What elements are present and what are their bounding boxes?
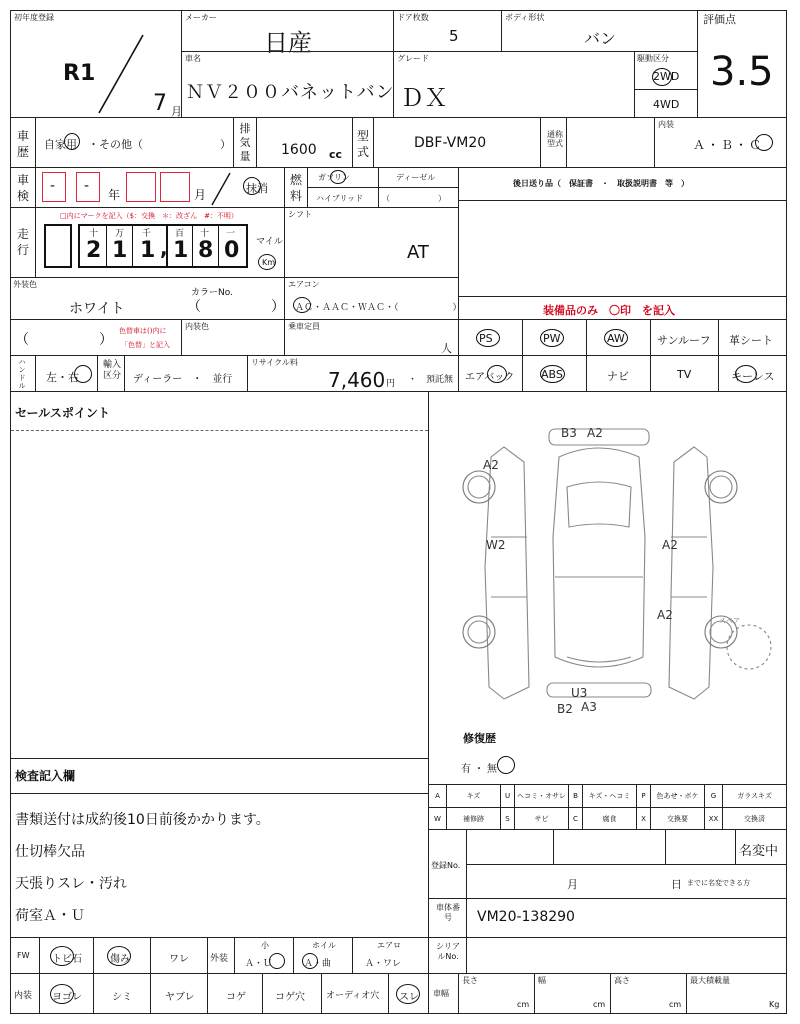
aw-circle (604, 329, 628, 347)
interior-row-label-cell (10, 973, 40, 1014)
chassis-cell (466, 898, 787, 938)
import-label-cell (97, 355, 125, 392)
mileage-unit-juu: 十 (200, 229, 210, 239)
grade-value: ＤＸ (400, 84, 448, 112)
legend-text: ガラスキズ (737, 792, 772, 800)
car-diagram-box (428, 391, 787, 785)
model-type-label-cell (352, 117, 374, 168)
fuel-gasoline: ガソリン (318, 173, 350, 182)
damage-code: A2 (662, 538, 678, 552)
legend-text: 補修跡 (447, 808, 501, 830)
km-circle (258, 254, 276, 270)
exterior-small-label: 小 (261, 941, 269, 950)
ps-circle (476, 329, 500, 347)
wheel-label: ホイル (312, 941, 336, 950)
size-width (534, 973, 611, 1014)
shift-label: シフト (288, 210, 312, 219)
mileage-digit: 1 (173, 238, 189, 263)
recycle-deposit: ・ 預託無 (408, 375, 454, 385)
interior-tear-label: ヤブレ (165, 992, 195, 1003)
doors-label: ドア枚数 (397, 13, 429, 22)
interior-tear (150, 973, 208, 1014)
size-length-label: 長さ (462, 976, 478, 985)
pw-circle (540, 329, 564, 347)
interior-color-paren: （ ） (15, 332, 113, 348)
drive-2wd: 2WD (653, 70, 680, 83)
mileage-unit-10man: 十 (89, 229, 99, 239)
damage-code: A2 (483, 458, 499, 472)
size-label-cell (428, 973, 459, 1014)
inspector-note-line: 天張りスレ・汚れ (15, 876, 127, 892)
car-name-label: 車名 (185, 54, 201, 63)
later-items-cell (458, 167, 787, 297)
mileage-digit: 0 (224, 238, 240, 263)
fuel-diesel: ディーゼル (396, 173, 436, 182)
legend-code: W (429, 808, 447, 830)
handle-value: 左・右 (46, 371, 79, 384)
import-label: 輸入区分 (102, 360, 121, 381)
fw-crack-label: ワレ (169, 954, 189, 965)
mileage-note: □内にマークを記入（$：交換 ＊：改ざん #：不明） (60, 212, 238, 220)
equip-sunroof-label: サンルーフ (657, 334, 711, 347)
damage-code: B2 (557, 702, 573, 716)
shift-value: AT (407, 242, 429, 263)
inspection-year-unit: 年 (108, 188, 121, 202)
aero-label: エアロ (377, 941, 401, 950)
private-use-circle (64, 133, 80, 150)
inspector-note-line: 書類送付は成約後10日前後かかります。 (15, 812, 270, 828)
exterior-color-value: ホワイト (69, 301, 125, 317)
equip-navi-label: ナビ (607, 370, 629, 383)
interior-color-label: 内装色 (185, 322, 209, 331)
car-name-cell (181, 51, 394, 118)
scuff-circle (396, 984, 420, 1004)
interior-burn-label: コゲ (226, 992, 246, 1003)
equip-leather (718, 319, 787, 356)
color-no-paren: （ ） (187, 299, 285, 315)
mileage-label: 走行 (16, 227, 29, 257)
inspection-label-cell (10, 167, 36, 208)
recycle-label: リサイクル料 (251, 358, 298, 367)
inspector-note-line: 仕切棒欠品 (15, 844, 85, 860)
shift-cell (284, 207, 459, 278)
chassis-value: VM20-138290 (477, 909, 575, 925)
doors-value: 5 (449, 27, 459, 45)
reg-no-deadline: までに名変できる方 (687, 879, 750, 887)
chassis-label-cell (428, 898, 467, 938)
handle-cell (35, 355, 98, 392)
keyless-circle (735, 365, 757, 383)
displacement-label-cell (233, 117, 257, 168)
cancelled-circle (243, 177, 261, 195)
equip-title: 装備品のみ 〇印 を記入 (543, 304, 675, 317)
interior-audio-hole-label: オーディオ穴 (326, 991, 380, 1001)
car-name-value: ＮＶ２００バネットバン (186, 82, 395, 103)
size-height-unit: cm (669, 1000, 682, 1009)
equip-ps-label: PS (479, 332, 493, 345)
fuel-hybrid: ハイブリッド (316, 194, 364, 203)
ac-circle (293, 297, 311, 313)
aero-cell (352, 937, 429, 974)
first-registration-month-unit: 月 (171, 105, 182, 118)
legend-text: キズ・ヘコミ (583, 785, 637, 807)
import-value: ディーラー ・ 並行 (133, 374, 233, 385)
size-length (458, 973, 535, 1014)
equip-leather-label: 革シート (729, 334, 773, 347)
fw-chip-label: トビ石 (52, 954, 82, 965)
exterior-small-cell (234, 937, 294, 974)
inspection-month-unit: 月 (194, 188, 207, 202)
capacity-label: 乗車定員 (288, 322, 320, 331)
inspector-note-line: 荷室Ａ・Ｕ (15, 908, 85, 924)
damage-legend (428, 784, 787, 830)
interior-audio-hole (321, 973, 389, 1014)
right-hand-circle (74, 365, 92, 383)
import-cell (124, 355, 248, 392)
max-load-label: 最大積載量 (690, 976, 730, 985)
exterior-color-cell (10, 277, 285, 320)
body-type-cell (501, 10, 698, 52)
size-length-unit: cm (517, 1000, 530, 1009)
interior-grade-label: 内装 (658, 120, 674, 129)
damage-circle (107, 946, 131, 966)
mileage-km: Km (262, 258, 276, 267)
equip-sunroof (650, 319, 719, 356)
capacity-unit: 人 (441, 342, 452, 355)
legend-text: 交換要 (651, 808, 705, 830)
legend-code: G (705, 785, 723, 807)
equip-abs (522, 355, 587, 392)
color-change-note1: 色替車は()内に (119, 327, 167, 335)
sales-point-label: セールスポイント (15, 406, 110, 420)
fuel-cell (307, 167, 459, 208)
name-change-pending: 名変中 (739, 844, 779, 859)
reg-no-month: 月 (567, 878, 578, 891)
color-no-label: カラーNo. (191, 288, 233, 298)
exterior-color-label: 外装色 (13, 280, 37, 289)
equip-airbag (458, 355, 523, 392)
interior-burn (207, 973, 263, 1014)
inspection-slash (206, 170, 236, 208)
aero-value: Ａ・ワレ (365, 959, 402, 969)
fw-chip (39, 937, 94, 974)
grade-cell (393, 51, 635, 118)
interior-stain (93, 973, 151, 1014)
recycle-cell (247, 355, 459, 392)
mileage-unit-hyaku: 百 (175, 229, 185, 239)
inspection-label: 車検 (16, 173, 29, 203)
wheel-cell (293, 937, 353, 974)
reg-no-day: 日 (671, 878, 682, 891)
inspector-notes-label: 検査記入欄 (15, 769, 76, 783)
maker-value: 日産 (264, 29, 312, 57)
legend-text: 色あせ・ボケ (651, 785, 705, 807)
legend-text: キズ (447, 785, 501, 807)
inspection-box-4 (160, 172, 190, 202)
interior-grade-cell (654, 117, 787, 168)
fw-label: FW (17, 951, 30, 960)
inspection-dash-2: - (84, 178, 90, 194)
body-type-value: バン (584, 29, 617, 48)
mileage-cell (35, 207, 285, 278)
model-type-cell (373, 117, 541, 168)
fuel-label-cell (284, 167, 308, 208)
body-type-label: ボディ形状 (505, 13, 545, 22)
size-height (610, 973, 687, 1014)
abs-circle (540, 365, 565, 383)
interior-dirt-label: ヨゴレ (52, 992, 82, 1003)
interior-grade-options: Ａ・Ｂ・Ｃ (693, 138, 764, 152)
interior-burn-hole (262, 973, 322, 1014)
legend-row (429, 808, 786, 830)
aircon-value: ＡＣ・ＡＡＣ・ＷＡＣ・（ ） (295, 303, 462, 313)
interior-row-label: 内装 (14, 991, 33, 1001)
inspection-cell (35, 167, 285, 208)
mileage-digit: 1 (112, 238, 128, 263)
inspection-dash-1: - (50, 178, 56, 194)
equip-tv (650, 355, 719, 392)
exterior-small-value: Ａ・Ｕ (245, 959, 273, 969)
equip-tv-label: TV (677, 368, 692, 381)
history-cell (35, 117, 234, 168)
damage-code: W2 (486, 538, 506, 552)
legend-text: 交換済 (744, 815, 765, 823)
displacement-unit: cc (329, 148, 343, 161)
dirt-circle (50, 984, 74, 1004)
mileage-digit: 8 (198, 238, 214, 263)
common-type-cell (566, 117, 655, 168)
interior-stain-label: シミ (112, 992, 132, 1003)
legend-text: ヘコミ・オサレ (515, 785, 569, 807)
reg-no-label: 登録No. (431, 861, 461, 870)
maker-cell (181, 10, 394, 57)
displacement-cell (256, 117, 353, 168)
equip-ps (458, 319, 523, 356)
displacement-label: 排気量 (239, 122, 251, 163)
slash-divider (91, 31, 151, 116)
maker-label: メーカー (185, 13, 217, 22)
aircon-cell (284, 277, 462, 320)
inspector-notes-box (10, 758, 429, 938)
serial-label-cell (428, 937, 467, 974)
mileage-unit-sen: 千 (142, 229, 152, 239)
serial-label: シリアルNo. (436, 942, 460, 961)
common-type-label-cell (540, 117, 567, 168)
handle-label: ハンドル (18, 358, 26, 390)
sales-point-box (10, 391, 429, 759)
exterior-u-circle (269, 953, 285, 969)
fw-crack (150, 937, 208, 974)
damage-code: A2 (657, 608, 673, 622)
legend-code: A (429, 785, 447, 807)
legend-code: X (637, 808, 651, 830)
equip-airbag-label: エアバック (465, 372, 515, 383)
serial-cell (466, 937, 787, 974)
max-load-unit: Kg (769, 1000, 780, 1009)
legend-code: C (569, 808, 583, 830)
drive-2wd-circle (652, 68, 672, 86)
displacement-value: 1600 (281, 142, 317, 158)
later-items-title: 後日送り品（ 保証書 ・ 取扱説明書 等 ） (513, 179, 689, 188)
score-value: 3.5 (710, 49, 774, 95)
repair-history-value: 有・無 (461, 764, 500, 775)
wheel-a-circle (302, 953, 318, 969)
damage-code: U3 (571, 686, 588, 700)
recycle-unit: 円 (386, 379, 396, 389)
reg-no-label-cell (428, 829, 467, 899)
handle-label-cell (10, 355, 36, 392)
aircon-label: エアコン (288, 280, 320, 289)
mileage-digits (78, 224, 248, 268)
size-label: 車幅 (433, 989, 449, 998)
interior-scuff-label: スレ (399, 992, 419, 1003)
mileage-mile: マイル (256, 237, 283, 247)
mileage-mark-box (44, 224, 72, 268)
size-width-unit: cm (593, 1000, 606, 1009)
airbag-circle (487, 365, 507, 383)
interior-burn-hole-label: コゲ穴 (275, 992, 305, 1003)
inspection-box-3 (126, 172, 156, 202)
doors-cell (393, 10, 502, 52)
common-type-label: 通称型式 (547, 130, 563, 148)
size-height-label: 高さ (614, 976, 630, 985)
interior-scuff (388, 973, 429, 1014)
equip-pw (522, 319, 587, 356)
equip-aw-label: AW (607, 332, 625, 345)
chip-circle (50, 946, 74, 966)
first-registration-month: 7 (153, 91, 167, 116)
equip-keyless (718, 355, 787, 392)
interior-color-paren-cell (10, 319, 182, 356)
color-change-note2: 「色替」と記入 (121, 341, 170, 349)
damage-code: A2 (587, 426, 603, 440)
first-registration-cell (10, 10, 182, 118)
history-label: 車歴 (16, 129, 29, 159)
damage-code: B3 (561, 426, 577, 440)
fw-damage (93, 937, 151, 974)
grade-c-circle (755, 134, 773, 151)
gasoline-circle (330, 170, 346, 184)
interior-color-cell (181, 319, 285, 356)
spare-label: スペア (719, 617, 740, 625)
model-type-value: DBF-VM20 (414, 135, 487, 151)
fuel-label: 燃料 (289, 173, 302, 203)
equip-abs-label: ABS (541, 368, 563, 381)
model-type-label: 型式 (356, 129, 369, 159)
drive-4wd: 4WD (653, 98, 680, 111)
legend-code: S (501, 808, 515, 830)
interior-dirt (39, 973, 94, 1014)
legend-code: XX (705, 808, 723, 830)
score-label: 評価点 (703, 13, 736, 26)
mileage-comma: , (160, 236, 168, 260)
damage-code: A3 (581, 700, 597, 714)
reg-no-cell (466, 829, 787, 899)
inspection-status: 抹消 (246, 182, 268, 195)
fw-damage-label: 傷み (110, 954, 130, 965)
drive-cell (634, 51, 698, 118)
legend-code: P (637, 785, 651, 807)
mileage-unit-ichi: 一 (226, 229, 236, 239)
repair-history-label: 修復歴 (463, 732, 496, 745)
equip-keyless-label: キーレス (731, 370, 775, 383)
equip-aw (586, 319, 651, 356)
chassis-label: 車体番号 (436, 903, 460, 922)
capacity-cell (284, 319, 459, 356)
legend-code: U (501, 785, 515, 807)
recycle-value: 7,460 (328, 368, 386, 392)
legend-text: サビ (515, 808, 569, 830)
mileage-digit: 2 (86, 238, 102, 263)
exterior-label-cell (207, 937, 235, 974)
mileage-digit: 1 (140, 238, 156, 263)
mileage-label-cell (10, 207, 36, 278)
legend-row (429, 785, 786, 808)
mileage-unit-man: 万 (115, 229, 125, 239)
legend-code: B (569, 785, 583, 807)
first-registration-label: 初年度登録 (14, 13, 54, 22)
exterior-label: 外装 (210, 954, 229, 964)
legend-text: 腐食 (583, 808, 637, 830)
size-width-label: 幅 (538, 976, 546, 985)
no-repair-circle (497, 756, 515, 774)
wheel-value: Ａ・曲 (304, 959, 332, 969)
drive-label: 駆動区分 (637, 54, 669, 63)
fuel-other: （ ） (382, 194, 446, 203)
grade-label: グレード (397, 54, 429, 63)
fw-label-cell (10, 937, 40, 974)
score-cell (697, 10, 787, 118)
first-registration-year: R1 (63, 61, 96, 86)
history-label-cell (10, 117, 36, 168)
equip-navi (586, 355, 651, 392)
max-load (686, 973, 787, 1014)
equip-title-cell (458, 296, 787, 320)
equip-pw-label: PW (543, 332, 561, 345)
history-value: 自家用 ・その他（ ） (44, 138, 231, 151)
